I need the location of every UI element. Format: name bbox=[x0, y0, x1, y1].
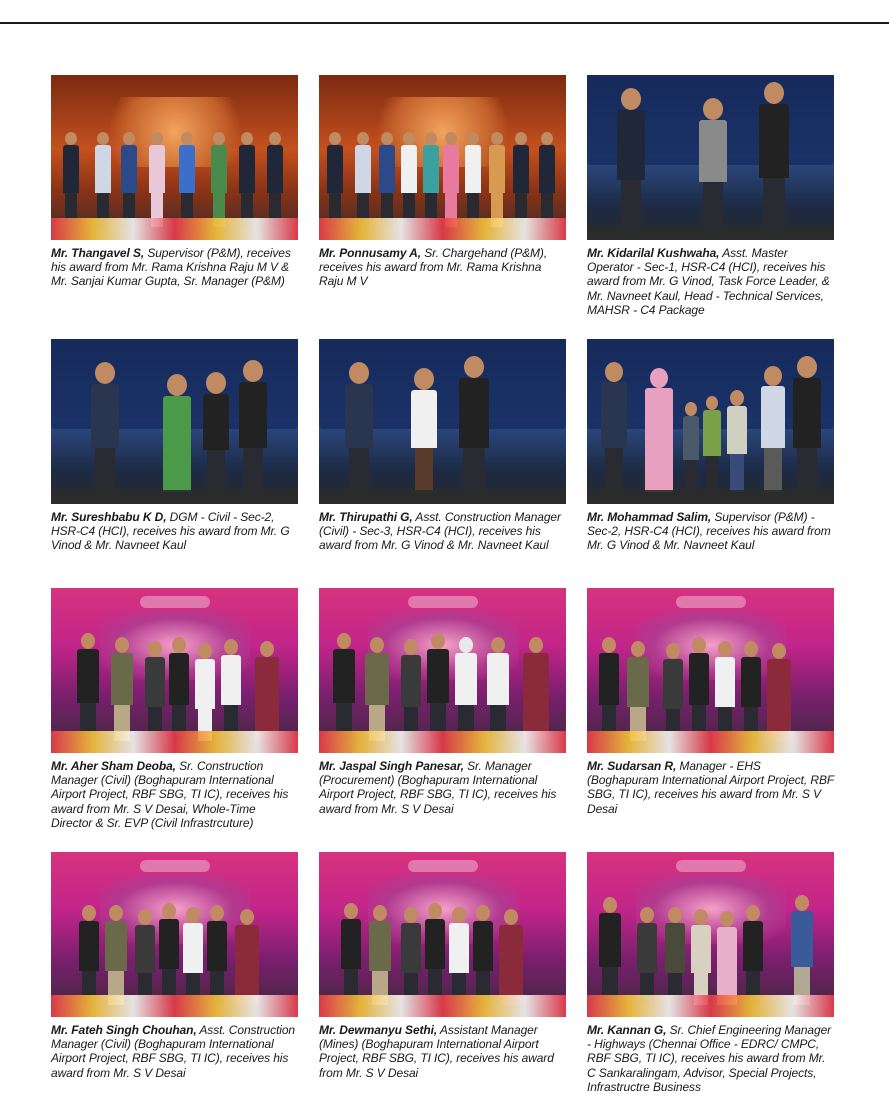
award-photo bbox=[319, 75, 566, 240]
award-caption bbox=[587, 1023, 834, 1094]
award-caption bbox=[319, 510, 566, 553]
award-caption bbox=[51, 759, 298, 830]
awardee-name: Mr. Kannan G, bbox=[587, 1023, 667, 1037]
award-card-1 bbox=[51, 75, 298, 289]
award-details: Asst. Construction Manager (Civil) - Sec-3, HSR-C4 (HCI), receives his award from Mr. G Vinod & Mr. Navneet Kaul bbox=[319, 510, 561, 553]
award-card-5 bbox=[319, 339, 566, 553]
awardee-name: Mr. Aher Sham Deoba, bbox=[51, 759, 176, 773]
award-card-9 bbox=[587, 588, 834, 816]
award-details: Asst. Construction Manager (Civil) (Boghapuram International Airport Project, RBF SBG, TI IC), receives his award from Mr. S V Desai bbox=[51, 1023, 295, 1080]
awardee-name: Mr. Sureshbabu K D, bbox=[51, 510, 167, 524]
awardee-name: Mr. Mohammad Salim, bbox=[587, 510, 712, 524]
award-card-3 bbox=[587, 75, 834, 317]
award-photo bbox=[51, 852, 298, 1017]
awardee-name: Mr. Thangavel S, bbox=[51, 246, 145, 260]
award-card-4 bbox=[51, 339, 298, 553]
award-photo bbox=[51, 75, 298, 240]
awardee-name: Mr. Sudarsan R, bbox=[587, 759, 677, 773]
award-details: Sr. Manager (Procurement) (Boghapuram International Airport Project, RBF SBG, TI IC), receives his award from Mr. S V Desai bbox=[319, 759, 557, 816]
award-photo bbox=[587, 852, 834, 1017]
award-details: Manager - EHS (Boghapuram International Airport Project, RBF SBG, TI IC), receives his award from Mr. S V Desai bbox=[587, 759, 834, 816]
top-rule bbox=[0, 22, 889, 24]
awardee-name: Mr. Fateh Singh Chouhan, bbox=[51, 1023, 197, 1037]
award-photo bbox=[319, 588, 566, 753]
award-photo bbox=[587, 588, 834, 753]
award-details: Sr. Construction Manager (Civil) (Boghapuram International Airport Project, RBF SBG, TI IC), receives his award from Mr. S V Desai, Whole-Time Director & Sr. EVP (Civil Infrastrcuture) bbox=[51, 759, 289, 830]
awardee-name: Mr. Thirupathi G, bbox=[319, 510, 413, 524]
awardee-name: Mr. Kidarilal Kushwaha, bbox=[587, 246, 720, 260]
award-details: Supervisor (P&M) - Sec-2, HSR-C4 (HCI), receives his award from Mr. G Vinod & Mr. Navneet Kaul bbox=[587, 510, 831, 553]
award-details: Sr. Chief Engineering Manager - Highways (Chennai Office - EDRC/ CMPC, RBF SBG, TI IC), receives his award from Mr. C Sankaralingam, Advisor, Special Projects, Infrastructre Business bbox=[587, 1023, 832, 1094]
award-photo bbox=[319, 339, 566, 504]
award-caption bbox=[319, 759, 566, 816]
award-caption bbox=[51, 510, 298, 553]
award-photo bbox=[587, 339, 834, 504]
award-photo bbox=[319, 852, 566, 1017]
awardee-name: Mr. Jaspal Singh Panesar, bbox=[319, 759, 464, 773]
award-details: Supervisor (P&M), receives his award from Mr. Rama Krishna Raju M V & Mr. Sanjai Kumar Gupta, Sr. Manager (P&M) bbox=[51, 246, 291, 289]
award-card-8 bbox=[319, 588, 566, 816]
award-caption bbox=[587, 510, 834, 553]
award-photo bbox=[51, 588, 298, 753]
award-card-2 bbox=[319, 75, 566, 289]
award-card-10 bbox=[51, 852, 298, 1080]
award-caption bbox=[319, 246, 566, 289]
award-details: Asst. Master Operator - Sec-1, HSR-C4 (HCI), receives his award from Mr. G Vinod, Task Force Leader, & Mr. Navneet Kaul, Head - Technical Services, MAHSR - C4 Package bbox=[587, 246, 830, 317]
award-card-11 bbox=[319, 852, 566, 1080]
awardee-name: Mr. Dewmanyu Sethi, bbox=[319, 1023, 438, 1037]
award-caption bbox=[319, 1023, 566, 1080]
award-photo bbox=[587, 75, 834, 240]
award-details: Sr. Chargehand (P&M), receives his award from Mr. Rama Krishna Raju M V bbox=[319, 246, 548, 289]
award-card-7 bbox=[51, 588, 298, 830]
award-details: Assistant Manager (Mines) (Boghapuram International Airport Project, RBF SBG, TI IC), receives his award from Mr. S V Desai bbox=[319, 1023, 554, 1080]
award-caption bbox=[51, 246, 298, 289]
award-photo bbox=[51, 339, 298, 504]
awardee-name: Mr. Ponnusamy A, bbox=[319, 246, 421, 260]
award-caption bbox=[51, 1023, 298, 1080]
award-caption bbox=[587, 246, 834, 317]
award-card-6 bbox=[587, 339, 834, 553]
award-card-12 bbox=[587, 852, 834, 1094]
award-details: DGM - Civil - Sec-2, HSR-C4 (HCI), receives his award from Mr. G Vinod & Mr. Navneet Kaul bbox=[51, 510, 290, 553]
award-caption bbox=[587, 759, 834, 816]
